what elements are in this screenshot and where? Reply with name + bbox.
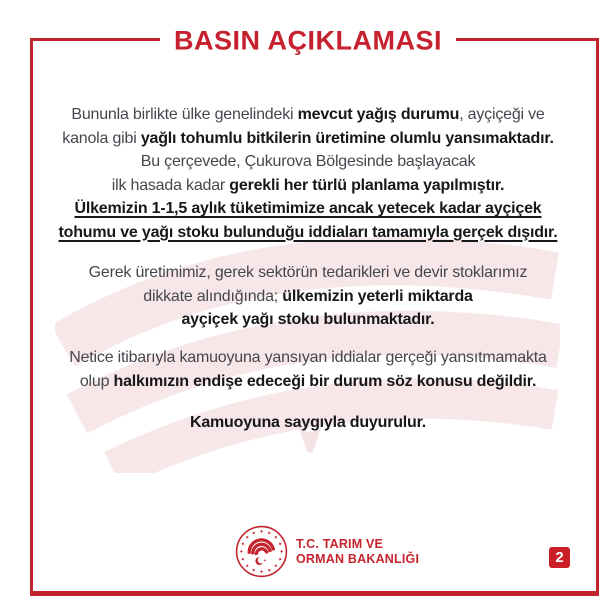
text-line (30, 174, 586, 198)
text-line (30, 261, 586, 285)
text-line (30, 127, 586, 151)
header (0, 25, 616, 72)
text-line (30, 150, 586, 174)
regular-text-run: dikkate alındığında; (143, 287, 283, 305)
bold-text-run: ayçiçek yağı stoku bulunmaktadır. (181, 311, 435, 328)
bold-text-run: Kamuoyuna saygıyla duyurulur. (189, 414, 427, 431)
bold-text-run: gerekli her türlü planlama yapılmıştır. (229, 176, 505, 194)
paragraph (30, 411, 586, 435)
tarim-orman-ministry-emblem-icon (235, 525, 288, 578)
regular-text-run: Bu çerçevede, Çukurova Bölgesinde başlayacak (140, 153, 476, 170)
paragraph (30, 103, 586, 244)
regular-text-run: ilk hasada kadar (111, 176, 230, 194)
paragraph (30, 346, 586, 393)
bold-text-run: halkımızın endişe edeceği bir durum söz konusu değildir. (113, 372, 537, 390)
text-line (30, 370, 586, 394)
text-line (30, 411, 586, 435)
ministry-name (296, 537, 419, 566)
regular-text-run: , ayçiçeği ve (459, 106, 545, 123)
ministry-name-line1: T.C. TARIM VE (296, 537, 384, 551)
regular-text-run: kanola gibi (62, 129, 141, 147)
regular-text-run: olup (79, 372, 114, 390)
text-line (30, 197, 586, 221)
bold-underline-text-run: tohumu ve yağı stoku bulunduğu iddiaları tamamıyla gerçek dışıdır. (58, 223, 558, 241)
paragraph (30, 261, 586, 332)
regular-text-run: Netice itibarıyla kamuoyuna yansıyan iddialar gerçeği yansıtmamakta (69, 349, 547, 366)
regular-text-run: Bununla birlikte ülke genelindeki (71, 106, 298, 123)
bold-text-run: mevcut yağış durumu (297, 106, 460, 123)
bold-text-run: ülkemizin yeterli miktarda (282, 287, 473, 305)
footer-brand (235, 525, 419, 578)
regular-text-run: Gerek üretimimiz, gerek sektörün tedarikleri ve devir stoklarımız (88, 264, 528, 281)
page-number-badge: 2 (549, 547, 570, 568)
text-line (30, 221, 586, 245)
bold-text-run: yağlı tohumlu bitkilerin üretimine olumlu yansımaktadır. (140, 129, 554, 147)
text-line (30, 346, 586, 370)
text-line (30, 308, 586, 332)
bold-underline-text-run: Ülkemizin 1-1,5 aylık tüketimimize ancak yetecek kadar ayçiçek (74, 200, 542, 217)
text-line (30, 103, 586, 127)
text-line (30, 285, 586, 309)
page-title: BASIN AÇIKLAMASI (160, 26, 456, 57)
ministry-name-line2: ORMAN BAKANLIĞI (296, 551, 420, 566)
